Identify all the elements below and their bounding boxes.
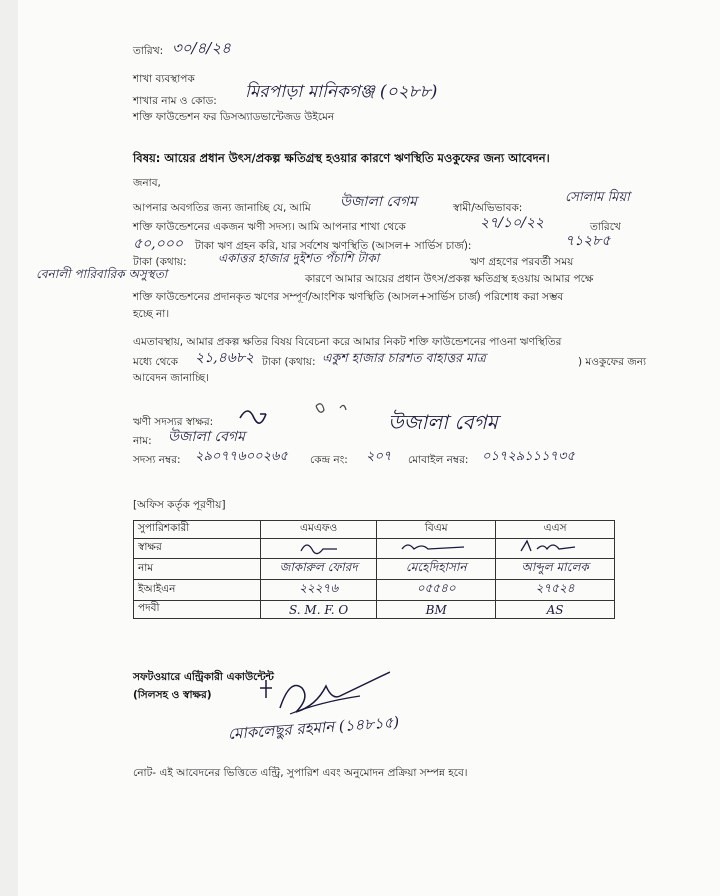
table-cell: জাকারুল ফোরদ — [261, 559, 377, 580]
mfo-signature — [289, 539, 349, 555]
bm-signature — [396, 539, 476, 555]
member-no-label: সদস্য নম্বর: — [133, 454, 181, 466]
row-label: ইআইএন — [134, 580, 261, 601]
member-name-value: উজালা বেগম — [168, 429, 245, 445]
para1-text: শক্তি ফাউন্ডেশনের একজন ঋণী সদস্য। আমি আপনার শাখা থেকে — [133, 221, 406, 233]
para2-text: টাকা (কথায়: — [262, 356, 316, 368]
damage-reason: বেনালী পারিবারিক অসুস্থতা — [36, 267, 168, 281]
document-page — [18, 0, 720, 896]
table-cell: ২২২৭৬ — [261, 580, 377, 601]
para1-text: হচ্ছে না। — [133, 308, 170, 320]
date-label: তারিখ: — [133, 45, 164, 57]
table-row — [134, 580, 615, 601]
member-signature-label: ঋণী সদস্যর স্বাক্ষর: — [133, 416, 214, 428]
guardian-name: সোলাম মিয়া — [565, 190, 630, 205]
office-table — [133, 520, 615, 619]
table-cell: AS — [496, 601, 615, 619]
para1-text: স্বামী/অভিভাবক: — [453, 202, 523, 214]
date-value: ৩০/৪/২৪ — [172, 39, 231, 57]
as-signature — [515, 539, 595, 555]
column-header: এমএফও — [261, 521, 377, 539]
office-section-label: [অফিস কর্তৃক পূরণীয়] — [133, 499, 226, 511]
table-row — [134, 539, 615, 559]
row-label: পদবী — [134, 601, 261, 619]
table-cell: BM — [377, 601, 496, 619]
waive-amount: ২১,৪৬৮২ — [195, 350, 255, 366]
para2-text: ) মওকুফের জন্য — [578, 356, 647, 368]
center-value: ২০৭ — [366, 449, 392, 464]
center-label: কেন্দ্র নং: — [310, 454, 348, 466]
para2-text: মধ্যে থেকে — [133, 356, 178, 368]
member-no-value: ২৯০৭৭৬০০২৬৫ — [195, 449, 288, 464]
para1-text: টাকা (কথায়: — [133, 256, 187, 268]
org-line: শক্তি ফাউন্ডেশন ফর ডিসঅ্যাডভান্টেজড উইমেন — [133, 111, 335, 123]
balance-words: একাত্তর হাজার দুইশত পঁচাশি টাকা — [218, 251, 380, 265]
signature-cell — [377, 539, 496, 559]
para2-text: এমতাবস্থায়, আমার প্রকল্প ক্ষতির বিষয় বিবেচনা করে আমার নিকট শক্তি ফাউন্ডেশনের পাওনা ঋণস্থিতির — [133, 336, 562, 348]
accountant-name-seal: মোকলেছুর রহমান (১৪৮১৫) — [227, 713, 400, 743]
para2-text: আবেদন জানাচ্ছি। — [133, 372, 209, 384]
member-signature-scrawl: উজালা বেগম — [388, 410, 498, 434]
addressee: শাখা ব্যবস্থাপক — [133, 73, 195, 85]
table-row — [134, 559, 615, 580]
column-header: সুপারিশকারী — [134, 521, 261, 539]
salutation: জনাব, — [133, 177, 161, 189]
loan-date: ২৭/১০/২২ — [480, 215, 545, 231]
table-header-row — [134, 521, 615, 539]
mobile-label: মোবাইল নম্বর: — [408, 454, 469, 466]
table-cell: মেহেদিহাসান — [377, 559, 496, 580]
row-label: স্বাক্ষর — [134, 539, 261, 559]
table-cell: S. M. F. O — [261, 601, 377, 619]
waive-words: একুশ হাজার চারশত বাহাত্তর মাত্র — [322, 350, 486, 365]
accountant-title: সফটওয়ারে এন্ট্রিকারী একাউন্টেন্ট — [133, 671, 274, 683]
accountant-seal-note: (সিলসহ ও স্বাক্ষর) — [133, 689, 212, 701]
branch-label: শাখার নাম ও কোড: — [133, 95, 217, 107]
signature-cell — [496, 539, 615, 559]
member-signature — [230, 396, 360, 436]
mobile-value: ০১৭২৯১১১৭৩৫ — [482, 449, 575, 464]
applicant-name: উজালা বেগম — [340, 194, 417, 210]
subject-line: বিষয়: আয়ের প্রধান উৎস/প্রকল্প ক্ষতিগ্রস্থ হওয়ার কারণে ঋণস্থিতি মওকুফের জন্য আবেদন। — [133, 151, 550, 165]
column-header: এএস — [496, 521, 615, 539]
table-row — [134, 601, 615, 619]
column-header: বিএম — [377, 521, 496, 539]
signature-cell — [261, 539, 377, 559]
loan-amount: ৫০,০০০ — [133, 236, 183, 252]
para1-text: টাকা ঋণ গ্রহন করি, যার সর্বশেষ ঋণস্থিতি (আসল+ সার্ভিস চার্জ): — [195, 240, 472, 252]
table-cell: ০৫৫৪০ — [377, 580, 496, 601]
para1-text: আপনার অবগতির জন্য জানাচ্ছি যে, আমি — [133, 202, 311, 214]
row-label: নাম — [134, 559, 261, 580]
table-cell: আব্দুল মালেক — [496, 559, 615, 580]
table-cell: ২৭৫২৪ — [496, 580, 615, 601]
branch-value: মিরপাড়া মানিকগঞ্জ (০২৮৮) — [245, 82, 438, 102]
member-name-label: নাম: — [133, 435, 152, 447]
para1-text: ঋণ গ্রহণের পরবর্তী সময় — [470, 256, 574, 268]
para1-text: শক্তি ফাউন্ডেশনের প্রদানকৃত ঋণের সম্পূর্ণ/আংশিক ঋণস্থিতি (আসল+সার্ভিস চার্জ) পরিশোধ করা সম্ভব — [133, 291, 564, 303]
para1-text: কারণে আমার আয়ের প্রধান উৎস/প্রকল্প ক্ষতিগ্রস্থ হওয়ায় আমার পক্ষে — [305, 273, 594, 285]
para1-text: তারিখে — [590, 221, 621, 233]
balance-amount: ৭১২৮৫ — [565, 233, 611, 249]
note-line: নোট- এই আবেদনের ভিত্তিতে এন্ট্রি, সুপারিশ এবং অনুমোদন প্রক্রিয়া সম্পন্ন হবে। — [133, 767, 468, 779]
